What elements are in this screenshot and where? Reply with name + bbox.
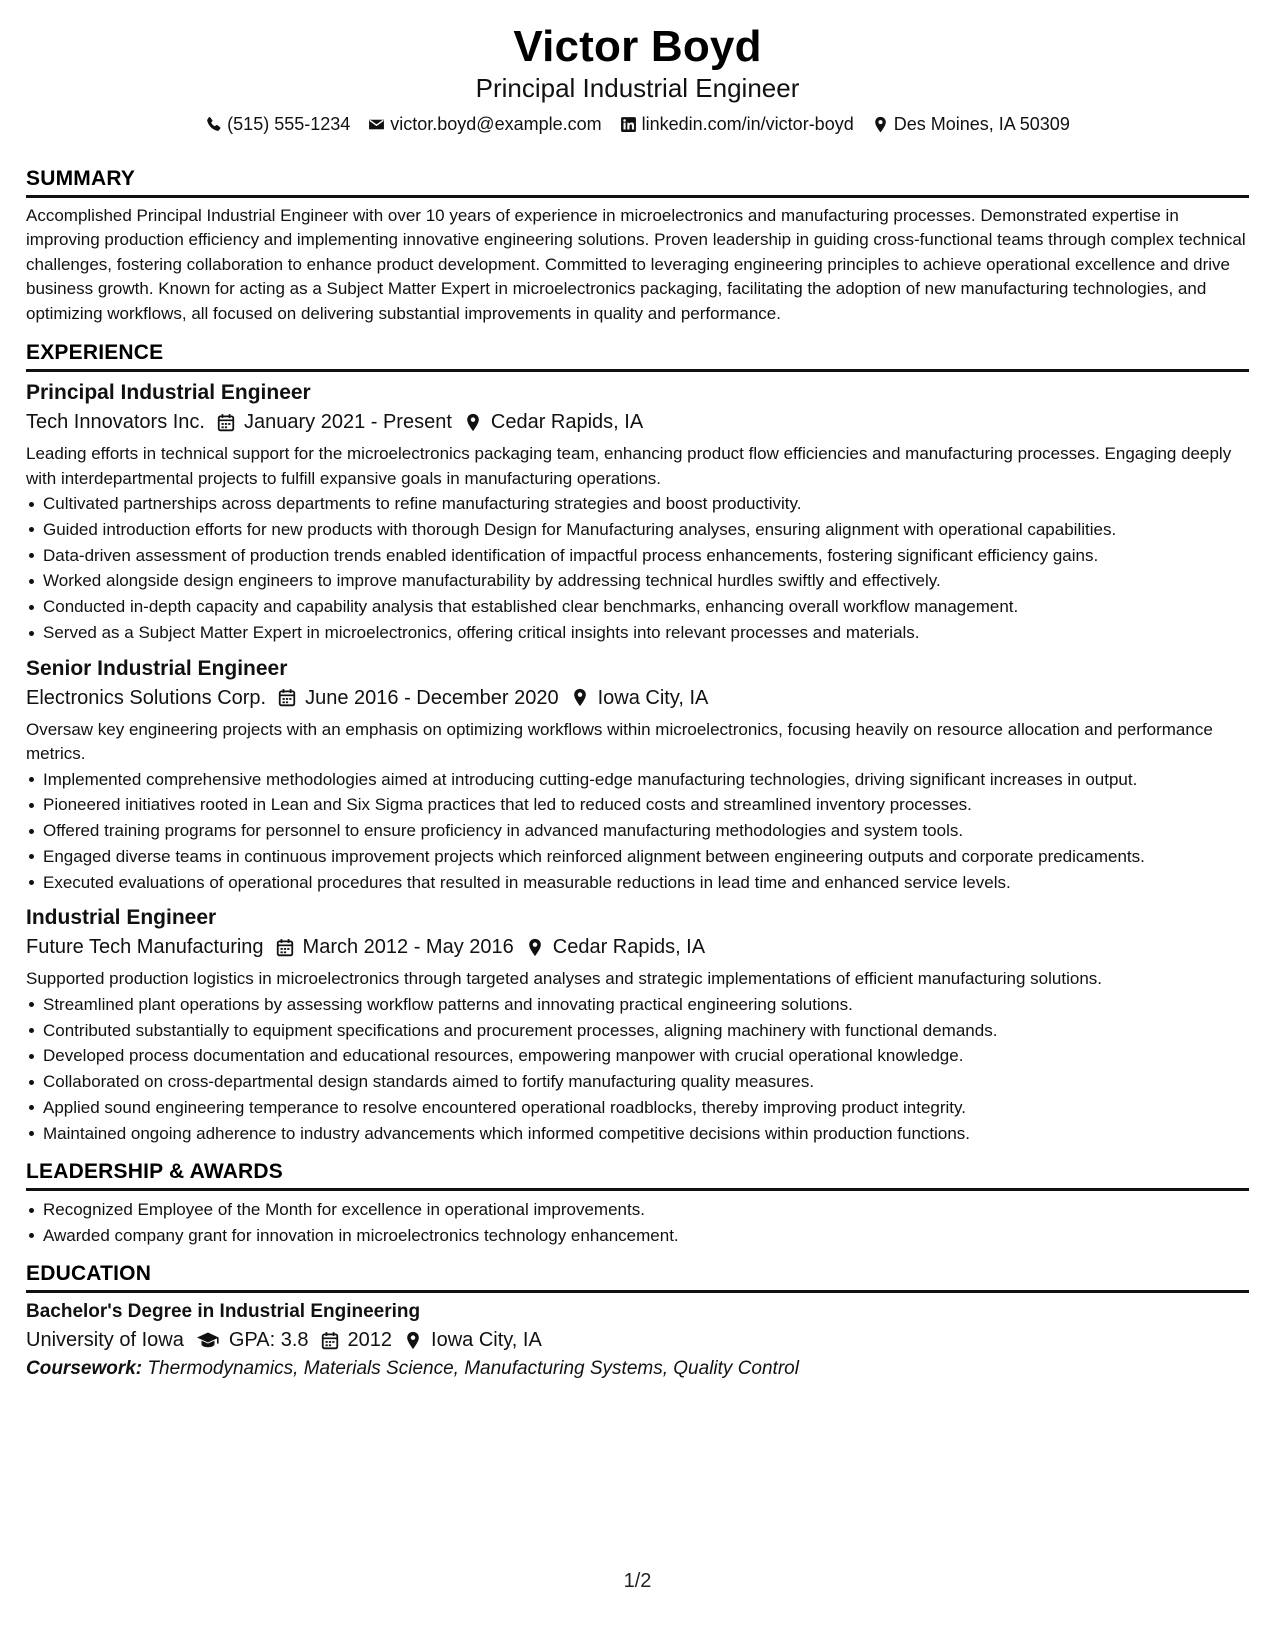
job-meta [26,932,1249,962]
leadership-bullets [26,1198,1249,1247]
contact-phone [205,112,350,136]
calendar-icon [321,1330,339,1350]
job-description: Leading efforts in technical support for the microelectronics packaging team, enhancing product flow efficiencies and manufacturing processes. Engaging deeply with interdepartmental projects to fulfill expansive goals in manufacturing operations. [26,444,1232,488]
page-number: 1/2 [623,1570,652,1592]
coursework-label: Coursework: [26,1358,143,1380]
experience-section [26,340,1249,1145]
section-title-education: EDUCATION [26,1261,1249,1293]
job-dates: March 2012 - May 2016 [302,936,514,959]
job-bullet: Cultivated partnerships across departments to refine manufacturing strategies and boost productivity. [26,492,1249,516]
job-bullet: Data-driven assessment of production trends enabled identification of impactful process enhancements, fostering significant efficiency gains. [26,544,1249,568]
calendar-icon [278,688,296,708]
calendar-icon [217,412,235,432]
job-bullet: Maintained ongoing adherence to industry advancements which informed competitive decisions within production functions. [26,1122,1249,1146]
job-bullet: Developed process documentation and educational resources, empowering manpower with crucial operational knowledge. [26,1044,1249,1068]
job-meta [26,407,1249,437]
contact-bar [26,112,1249,136]
job-bullets [26,492,1249,644]
education-school: University of Iowa [26,1329,184,1352]
job-bullet: Pioneered initiatives rooted in Lean and Six Sigma practices that led to reduced costs and streamlined inventory processes. [26,793,1249,817]
job-description: Supported production logistics in microelectronics through targeted analyses and strategic implementations of efficient manufacturing solutions. [26,969,1102,989]
job-entry [26,904,1249,1145]
contact-location [872,112,1070,136]
job-bullets [26,993,1249,1145]
job-company: Electronics Solutions Corp. [26,686,267,709]
linkedin-icon [620,116,637,133]
map-pin-icon [404,1330,422,1350]
job-bullet: Implemented comprehensive methodologies aimed at introducing cutting-edge manufacturing technologies, driving significant increases in output. [26,768,1249,792]
job-dates: June 2016 - December 2020 [305,686,559,709]
job-bullets [26,768,1249,895]
job-bullet: Served as a Subject Matter Expert in microelectronics, offering critical insights into relevant processes and materials. [26,621,1249,645]
job-description: Oversaw key engineering projects with an emphasis on optimizing workflows within microelectronics, focusing heavily on resource allocation and performance metrics. [26,719,1213,764]
job-bullet: Executed evaluations of operational procedures that resulted in measurable reductions in lead time and enhanced service levels. [26,871,1249,895]
phone-icon [205,116,222,133]
job-bullet: Collaborated on cross-departmental design standards aimed to fortify manufacturing quality measures. [26,1070,1249,1094]
map-pin-icon [571,688,589,708]
job-dates: January 2021 - Present [243,411,452,434]
job-bullet: Streamlined plant operations by assessing workflow patterns and innovating practical engineering solutions. [26,993,1249,1017]
map-pin-icon [526,937,544,957]
map-pin-icon [464,412,482,432]
job-entry [26,379,1249,644]
award-bullet: Awarded company grant for innovation in microelectronics technology enhancement. [26,1224,1249,1248]
education-location: Iowa City, IA [431,1329,542,1352]
envelope-icon [368,116,385,133]
summary-text: Accomplished Principal Industrial Engineer with over 10 years of experience in microelectronics and manufacturing processes. Demonstrated expertise in improving production efficiency and implementing innovative engineering solutions. Proven leadership in guiding cross-functional teams through complex technical challenges, fostering collaboration to enhance product development. Committed to leveraging engineering principles to achieve operational excellence and drive business growth. Known for acting as a Subject Matter Expert in microelectronics packaging, facilitating the adoption of new manufacturing technologies, and optimizing workflows, all focused on delivering substantial improvements in quality and performance. [26,206,1246,323]
job-bullet: Offered training programs for personnel to ensure proficiency in advanced manufacturing methodologies and system tools. [26,819,1249,843]
job-location: Cedar Rapids, IA [490,411,644,434]
contact-email[interactable] [368,112,601,136]
education-section [26,1261,1249,1383]
award-bullet: Recognized Employee of the Month for excellence in operational improvements. [26,1198,1249,1222]
job-bullet: Contributed substantially to equipment specifications and procurement processes, aligning machinery with functional demands. [26,1019,1249,1043]
contact-email-text[interactable]: victor.boyd@example.com [390,114,602,134]
job-bullet: Worked alongside design engineers to improve manufacturability by addressing technical hurdles swiftly and effectively. [26,569,1249,593]
leadership-section [26,1159,1249,1247]
contact-linkedin-text[interactable]: linkedin.com/in/victor-boyd [641,114,854,134]
job-bullet: Conducted in-depth capacity and capability analysis that established clear benchmarks, enhancing overall workflow management. [26,595,1249,619]
education-year: 2012 [347,1329,393,1352]
contact-phone-text: (515) 555-1234 [227,114,351,134]
education-meta [26,1325,1249,1355]
job-location: Cedar Rapids, IA [552,936,706,959]
job-bullet: Applied sound engineering temperance to resolve encountered operational roadblocks, thereby improving product integrity. [26,1096,1249,1120]
job-title: Industrial Engineer [26,906,217,930]
graduation-cap-icon [196,1330,220,1350]
job-location: Iowa City, IA [597,686,709,709]
section-title-summary: SUMMARY [26,166,1249,198]
section-title-leadership: LEADERSHIP & AWARDS [26,1159,1249,1191]
education-coursework [26,1355,1249,1383]
job-bullet: Engaged diverse teams in continuous improvement projects which reinforced alignment between engineering outputs and corporate predicaments. [26,845,1249,869]
job-company: Tech Innovators Inc. [26,411,205,434]
contact-linkedin[interactable] [620,112,854,136]
job-meta [26,683,1249,713]
job-title: Senior Industrial Engineer [26,656,288,680]
candidate-headline: Principal Industrial Engineer [475,73,800,103]
candidate-name: Victor Boyd [513,22,762,71]
section-title-experience: EXPERIENCE [26,340,1249,372]
job-entry [26,655,1249,895]
coursework-list: Thermodynamics, Materials Science, Manufacturing Systems, Quality Control [147,1358,799,1380]
contact-location-text: Des Moines, IA 50309 [893,114,1070,134]
job-title: Principal Industrial Engineer [26,381,311,405]
education-gpa: GPA: 3.8 [228,1329,309,1352]
education-degree: Bachelor's Degree in Industrial Engineering [26,1301,421,1323]
job-company: Future Tech Manufacturing [26,936,264,959]
calendar-icon [276,937,294,957]
job-bullet: Guided introduction efforts for new products with thorough Design for Manufacturing analyses, ensuring alignment with operational capabilities. [26,518,1249,542]
map-pin-icon [872,116,889,133]
summary-section [26,166,1249,326]
